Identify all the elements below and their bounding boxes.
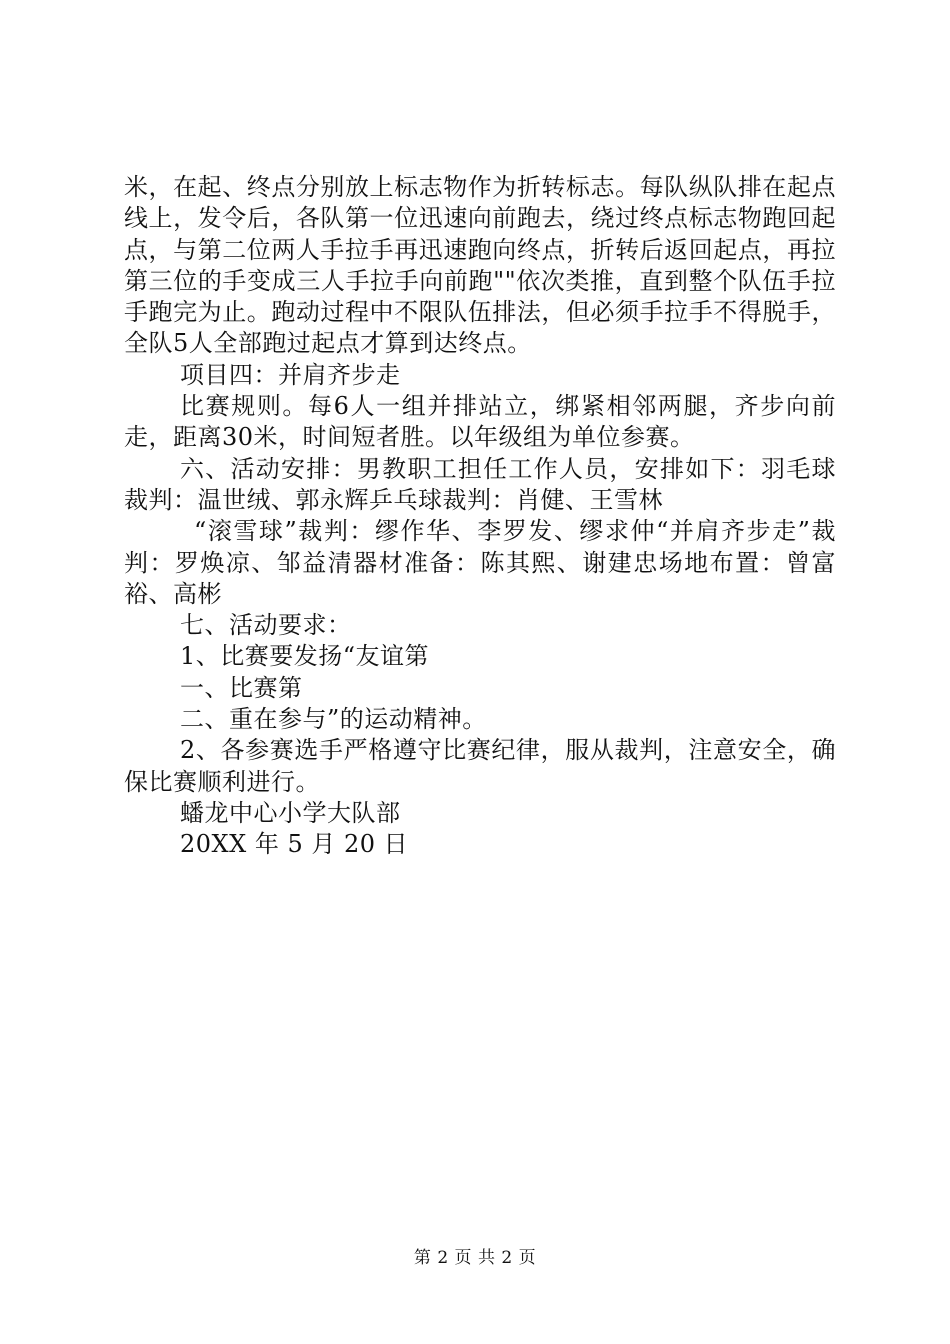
paragraph-requirement-one-b: 一、比赛第: [180, 673, 303, 702]
paragraph-requirement-one-c: 二、重在参与”的运动精神。: [180, 705, 487, 734]
paragraph-event-four-rules: 比赛规则。每6人一组并排站立，绑紧相邻两腿，齐步向前走，距离30米，时间短者胜。以年级组为单位参赛。: [124, 392, 836, 452]
paragraph-event-four-title: 项目四：并肩齐步走: [180, 360, 401, 389]
document-body: [124, 172, 836, 861]
paragraph-relay-rules: 米，在起、终点分别放上标志物作为折转标志。每队纵队排在起点线上，发令后，各队第一位迅速向前跑去，绕过终点标志物跑回起点，与第二位两人手拉手再迅速跑向终点，折转后返回起点，再拉第三位的手变成三人手拉手向前跑""依次类推，直到整个队伍手拉手跑完为止。跑动过程中不限队伍排法，但必须手拉手不得脱手，全队5人全部跑过起点才算到达终点。: [124, 173, 836, 358]
paragraph-requirements-heading: 七、活动要求：: [180, 611, 352, 640]
paragraph-activity-arrangement: 六、活动安排：男教职工担任工作人员，安排如下：羽毛球裁判：温世绒、郭永辉乒乓球裁判：肖健、王雪林: [124, 454, 836, 514]
paragraph-signature-organization: 蟠龙中心小学大队部: [180, 798, 401, 827]
paragraph-signature-date: 20XX 年 5 月 20 日: [180, 830, 409, 859]
paragraph-requirement-one-a: 1、比赛要发扬“友谊第: [180, 642, 430, 671]
page-footer: 第 2 页 共 2 页: [413, 1248, 537, 1268]
paragraph-referee-list: “滚雪球”裁判：缪作华、李罗发、缪求仲“并肩齐步走”裁判：罗焕凉、邹益清器材准备：陈其熙、谢建忠场地布置：曾富裕、高彬: [124, 517, 836, 608]
paragraph-requirement-two: 2、各参赛选手严格遵守比赛纪律，服从裁判，注意安全，确保比赛顺利进行。: [124, 736, 836, 796]
